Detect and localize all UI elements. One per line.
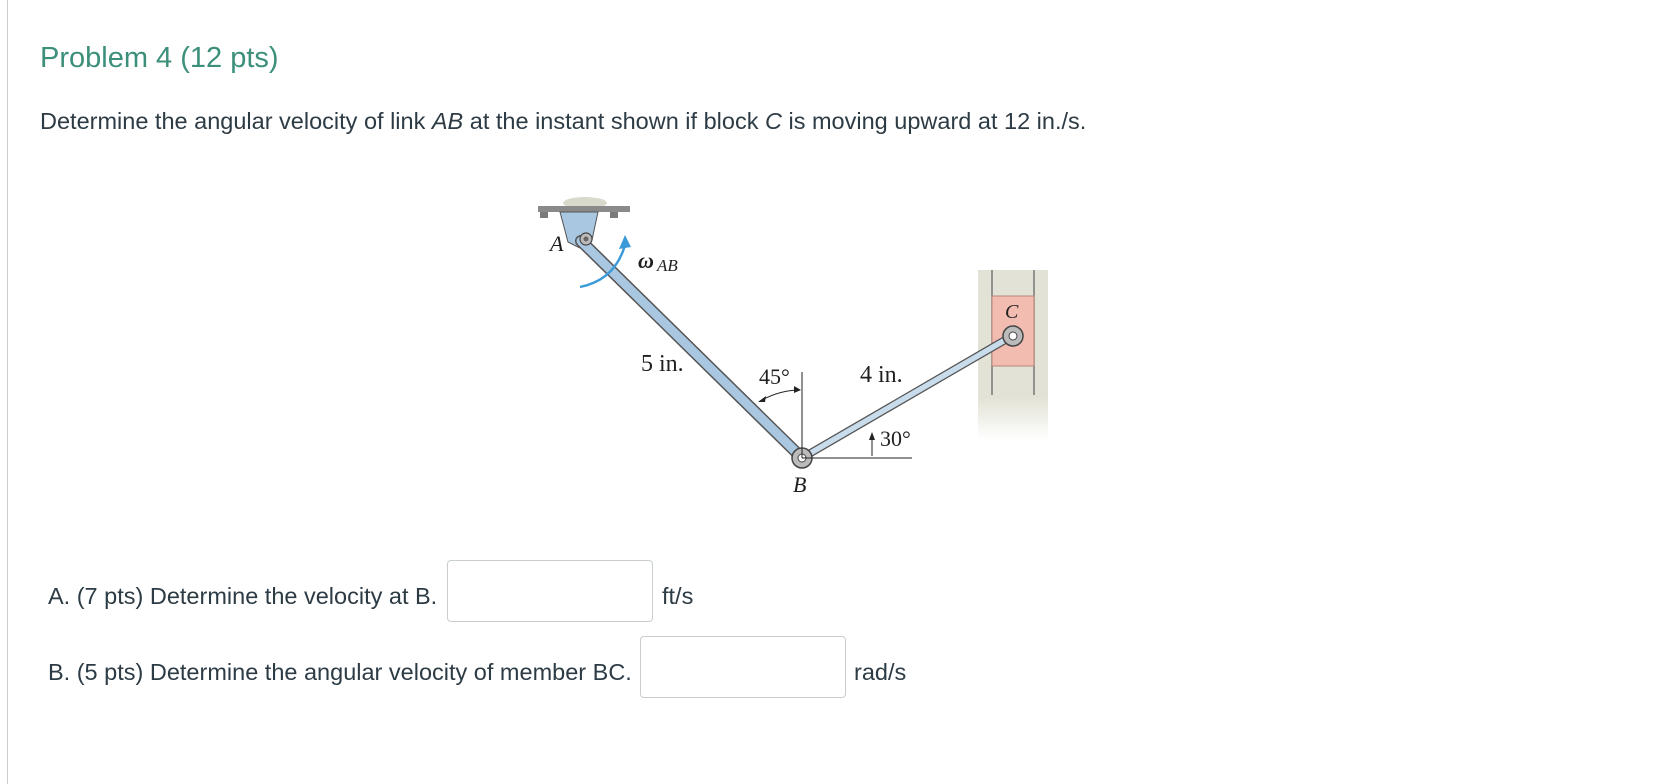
- problem-title: Problem 4 (12 pts): [40, 42, 279, 74]
- length-bc-label: 4 in.: [860, 362, 903, 388]
- angle-45-label: 45°: [759, 364, 790, 389]
- prompt-link-ab: AB: [431, 108, 464, 134]
- angle-30-arrow-icon: [869, 432, 875, 456]
- label-a: A: [550, 231, 564, 256]
- prompt-block-c: C: [764, 108, 782, 134]
- omega-subscript: AB: [657, 256, 678, 275]
- question-b-label: B. (5 pts) Determine the angular velocity of member BC.: [48, 659, 632, 685]
- question-b-unit: rad/s: [854, 659, 907, 685]
- omega-symbol: ω: [638, 248, 654, 273]
- velocity-b-input[interactable]: [447, 560, 653, 622]
- label-b: B: [793, 472, 807, 497]
- question-a-label: A. (7 pts) Determine the velocity at B.: [48, 583, 438, 609]
- problem-prompt: [40, 108, 1086, 135]
- pin-a: [580, 233, 592, 245]
- block-c-guide: [978, 270, 1048, 440]
- prompt-text-2: at the instant shown if block: [463, 108, 765, 134]
- question-a-unit: ft/s: [662, 583, 694, 609]
- page-left-border: [7, 0, 8, 784]
- mechanism-diagram: [550, 200, 1140, 540]
- pin-c: [1003, 326, 1023, 346]
- angular-velocity-bc-input[interactable]: [640, 636, 846, 698]
- prompt-text-1: Determine the angular velocity of link: [40, 108, 432, 134]
- prompt-text-3: is moving upward at 12 in./s.: [781, 108, 1087, 134]
- angle-30-label: 30°: [880, 426, 911, 451]
- label-c: C: [1005, 301, 1019, 323]
- link-ab: [581, 241, 802, 458]
- length-ab-label: 5 in.: [641, 351, 684, 377]
